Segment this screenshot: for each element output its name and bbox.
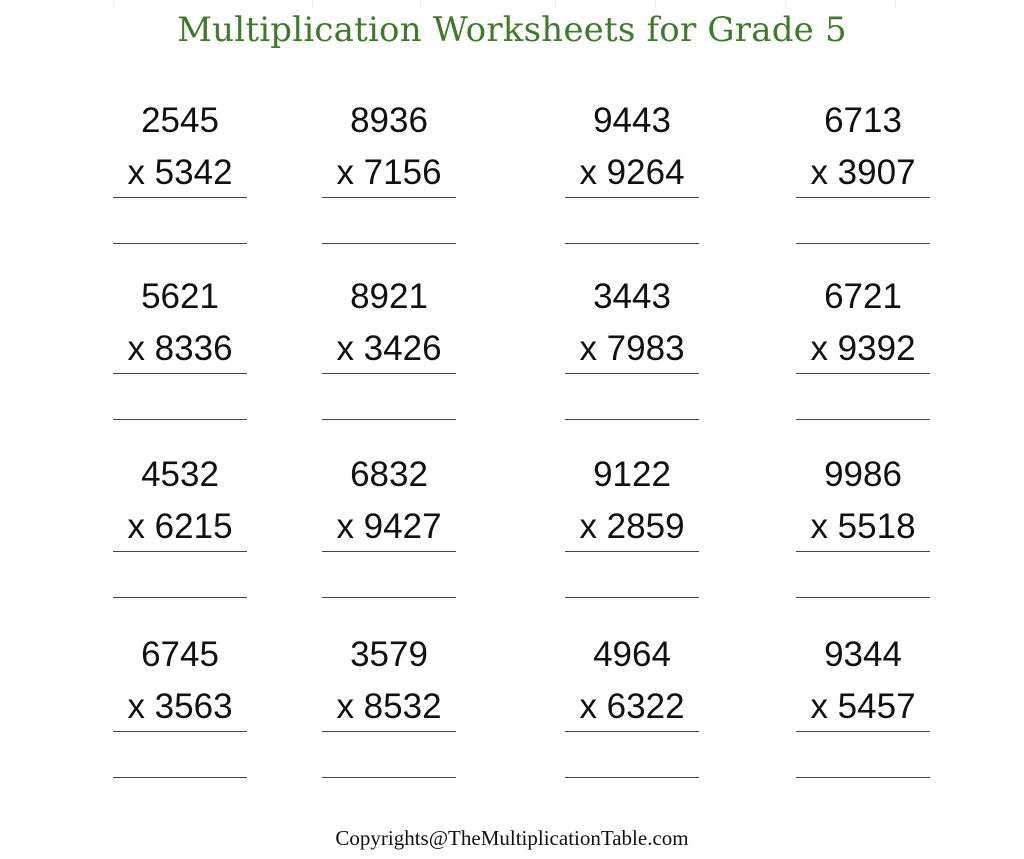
problem-8 <box>796 277 930 437</box>
grid-mark <box>555 0 556 8</box>
operation-line <box>565 373 699 374</box>
multiplier: x 9264 <box>579 153 685 192</box>
operation-line <box>322 731 456 732</box>
multiplicand: 2545 <box>141 101 219 140</box>
multiplier: x 8532 <box>336 687 442 726</box>
multiplicand: 9986 <box>824 455 902 494</box>
multiplier: x 3907 <box>810 153 916 192</box>
problem-1 <box>113 101 247 261</box>
multiplicand: 8921 <box>350 277 428 316</box>
answer-line[interactable] <box>322 243 456 244</box>
answer-line[interactable] <box>113 419 247 420</box>
multiplicand: 9443 <box>593 101 671 140</box>
operation-line <box>796 731 930 732</box>
operation-line <box>796 551 930 552</box>
operation-line <box>796 197 930 198</box>
operation-line <box>322 197 456 198</box>
multiplicand: 6832 <box>350 455 428 494</box>
operation-line <box>565 197 699 198</box>
multiplier: x 7156 <box>336 153 442 192</box>
problem-10 <box>322 455 456 615</box>
copyright-footer: Copyrights@TheMultiplicationTable.com <box>335 826 689 850</box>
answer-line[interactable] <box>796 243 930 244</box>
multiplier: x 9392 <box>810 329 916 368</box>
multiplicand: 6721 <box>824 277 902 316</box>
problem-6 <box>322 277 456 437</box>
multiplier: x 5342 <box>127 153 233 192</box>
answer-line[interactable] <box>113 597 247 598</box>
multiplier: x 6322 <box>579 687 685 726</box>
multiplier: x 6215 <box>127 507 233 546</box>
multiplicand: 9344 <box>824 635 902 674</box>
problem-2 <box>322 101 456 261</box>
problem-12 <box>796 455 930 615</box>
answer-line[interactable] <box>565 419 699 420</box>
multiplicand: 9122 <box>593 455 671 494</box>
multiplier: x 9427 <box>336 507 442 546</box>
answer-line[interactable] <box>796 419 930 420</box>
answer-line[interactable] <box>322 597 456 598</box>
operation-line <box>322 551 456 552</box>
problem-9 <box>113 455 247 615</box>
operation-line <box>565 551 699 552</box>
answer-line[interactable] <box>565 243 699 244</box>
operation-line <box>113 197 247 198</box>
problem-7 <box>565 277 699 437</box>
answer-line[interactable] <box>113 777 247 778</box>
answer-line[interactable] <box>113 243 247 244</box>
multiplicand: 4964 <box>593 635 671 674</box>
multiplier: x 8336 <box>127 329 233 368</box>
multiplicand: 5621 <box>141 277 219 316</box>
problem-4 <box>796 101 930 261</box>
problem-15 <box>565 635 699 795</box>
grid-mark <box>785 0 786 8</box>
grid-mark <box>895 0 896 8</box>
problem-14 <box>322 635 456 795</box>
multiplicand: 3443 <box>593 277 671 316</box>
answer-line[interactable] <box>322 777 456 778</box>
multiplier: x 3426 <box>336 329 442 368</box>
operation-line <box>113 731 247 732</box>
multiplicand: 4532 <box>141 455 219 494</box>
problem-11 <box>565 455 699 615</box>
grid-mark <box>312 0 313 8</box>
multiplier: x 5518 <box>810 507 916 546</box>
operation-line <box>796 373 930 374</box>
answer-line[interactable] <box>565 597 699 598</box>
multiplier: x 5457 <box>810 687 916 726</box>
problem-3 <box>565 101 699 261</box>
multiplicand: 3579 <box>350 635 428 674</box>
problem-13 <box>113 635 247 795</box>
multiplier: x 2859 <box>579 507 685 546</box>
multiplier: x 7983 <box>579 329 685 368</box>
operation-line <box>113 551 247 552</box>
multiplier: x 3563 <box>127 687 233 726</box>
operation-line <box>322 373 456 374</box>
page-title: Multiplication Worksheets for Grade 5 <box>177 10 847 50</box>
problem-16 <box>796 635 930 795</box>
operation-line <box>113 373 247 374</box>
grid-mark <box>655 0 656 8</box>
answer-line[interactable] <box>565 777 699 778</box>
grid-mark <box>420 0 421 8</box>
answer-line[interactable] <box>796 597 930 598</box>
problem-5 <box>113 277 247 437</box>
multiplicand: 8936 <box>350 101 428 140</box>
answer-line[interactable] <box>322 419 456 420</box>
grid-mark <box>113 0 114 8</box>
multiplicand: 6713 <box>824 101 902 140</box>
answer-line[interactable] <box>796 777 930 778</box>
operation-line <box>565 731 699 732</box>
multiplicand: 6745 <box>141 635 219 674</box>
